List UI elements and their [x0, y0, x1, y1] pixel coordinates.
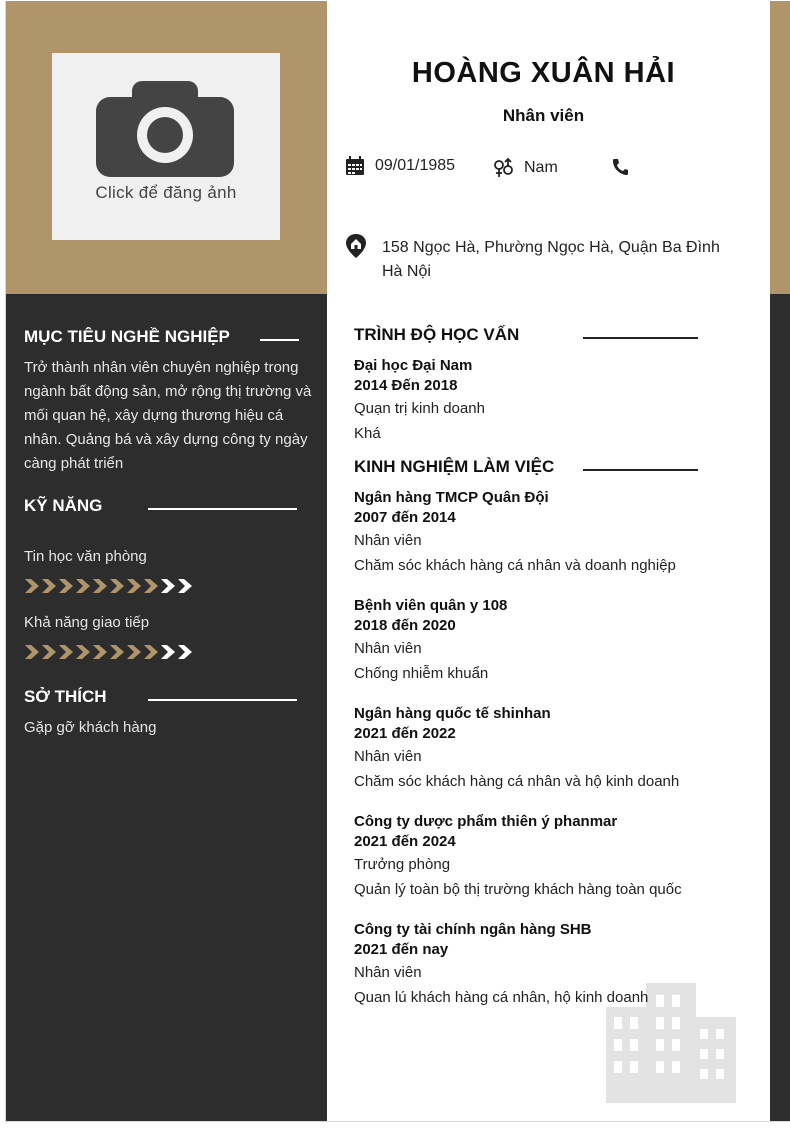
rating-chevron-filled-icon	[92, 578, 109, 594]
rating-chevron-filled-icon	[24, 644, 41, 660]
education-entry	[354, 356, 754, 446]
job-description: Chăm sóc khách hàng cá nhân và doanh nghiệp	[354, 557, 676, 574]
camera-icon	[96, 79, 234, 177]
job-description: Quản lý toàn bộ thị trường khách hàng toàn quốc	[354, 881, 682, 898]
birthdate: 09/01/1985	[375, 157, 456, 174]
birthdate-info	[345, 156, 455, 176]
experience-entry	[354, 812, 754, 902]
rating-chevron-filled-icon	[92, 644, 109, 660]
company-name: Ngân hàng TMCP Quân Đội	[354, 489, 549, 506]
education-heading: TRÌNH ĐỘ HỌC VẤN	[354, 325, 520, 344]
skills-divider	[148, 508, 297, 510]
address: 158 Ngọc Hà, Phường Ngọc Hà, Quận Ba Đình Hà Nội	[382, 239, 720, 280]
rating-chevron-filled-icon	[109, 578, 126, 594]
rating-chevron-filled-icon	[109, 644, 126, 660]
study-period: 2014 Đến 2018	[354, 377, 458, 394]
position: Nhân viên	[354, 532, 422, 549]
gender: Nam	[524, 159, 558, 176]
job-description: Quan lú khách hàng cá nhân, hộ kinh doanh	[354, 989, 649, 1006]
skill-name: Tin học văn phòng	[24, 548, 147, 565]
rating-chevron-filled-icon	[58, 644, 75, 660]
sidebar-right-strip	[770, 294, 790, 1122]
rating-chevron-empty-icon	[177, 578, 194, 594]
rating-chevron-filled-icon	[75, 578, 92, 594]
building-watermark-icon	[606, 983, 738, 1105]
company-name: Bệnh viên quân y 108	[354, 597, 508, 614]
position: Trưởng phòng	[354, 856, 451, 873]
work-period: 2021 đến 2024	[354, 833, 456, 850]
work-period: 2021 đến nay	[354, 941, 449, 958]
rating-chevron-filled-icon	[126, 578, 143, 594]
photo-caption: Click để đăng ảnh	[95, 183, 237, 202]
header-band-right	[770, 1, 790, 294]
rating-chevron-filled-icon	[143, 578, 160, 594]
skill-name: Khả năng giao tiếp	[24, 614, 150, 631]
objective-text: Trở thành nhân viên chuyên nghiệp trong ngành bất động sản, mở rộng thị trường và mối quan hệ, xây dựng thương hiệu cá nhân. Quảng bá và xây dựng công ty ngày càng phát triển	[24, 359, 312, 472]
hobbies-text: Gặp gỡ khách hàng	[24, 719, 157, 736]
candidate-name: HOÀNG XUÂN HẢI	[411, 57, 676, 89]
position: Nhân viên	[354, 640, 422, 657]
job-description: Chăm sóc khách hàng cá nhân và hộ kinh doanh	[354, 773, 680, 790]
photo-upload[interactable]	[52, 53, 280, 240]
rating-chevron-filled-icon	[41, 578, 58, 594]
rating-chevron-empty-icon	[160, 578, 177, 594]
candidate-title: Nhân viên	[502, 106, 585, 125]
skill-rating	[24, 644, 194, 660]
rating-chevron-filled-icon	[58, 578, 75, 594]
hobbies-divider	[148, 699, 297, 701]
objective-divider	[260, 339, 299, 341]
company-name: Công ty tài chính ngân hàng SHB	[354, 921, 592, 938]
phone-info	[612, 158, 638, 176]
work-period: 2007 đến 2014	[354, 509, 456, 526]
major: Quạn trị kinh doanh	[354, 400, 485, 417]
skill-rating	[24, 578, 194, 594]
company-name: Ngân hàng quốc tế shinhan	[354, 705, 551, 722]
school-name: Đại học Đại Nam	[354, 357, 473, 374]
calendar-icon	[345, 156, 365, 176]
rating-chevron-filled-icon	[143, 644, 160, 660]
rating-chevron-filled-icon	[75, 644, 92, 660]
phone-icon	[612, 158, 628, 176]
rating-chevron-empty-icon	[177, 644, 194, 660]
education-divider	[583, 337, 698, 339]
grade: Khá	[354, 425, 381, 442]
position: Nhân viên	[354, 748, 422, 765]
rating-chevron-empty-icon	[160, 644, 177, 660]
work-period: 2021 đến 2022	[354, 725, 456, 742]
experience-entry	[354, 596, 754, 686]
skills-heading: KỸ NĂNG	[24, 496, 103, 515]
job-description: Chống nhiễm khuẩn	[354, 665, 489, 682]
rating-chevron-filled-icon	[24, 578, 41, 594]
home-location-icon	[345, 233, 367, 259]
gender-icon	[494, 158, 514, 178]
work-period: 2018 đến 2020	[354, 617, 456, 634]
rating-chevron-filled-icon	[41, 644, 58, 660]
objective-heading: MỤC TIÊU NGHỀ NGHIỆP	[24, 327, 230, 346]
experience-entry	[354, 704, 754, 794]
experience-heading: KINH NGHIỆM LÀM VIỆC	[354, 457, 555, 476]
hobbies-heading: SỞ THÍCH	[24, 687, 107, 706]
experience-divider	[583, 469, 698, 471]
gender-info	[494, 158, 558, 178]
rating-chevron-filled-icon	[126, 644, 143, 660]
cv-page	[5, 1, 790, 1122]
position: Nhân viên	[354, 964, 422, 981]
company-name: Công ty dược phẩm thiên ý phanmar	[354, 813, 618, 830]
experience-entry	[354, 488, 754, 578]
